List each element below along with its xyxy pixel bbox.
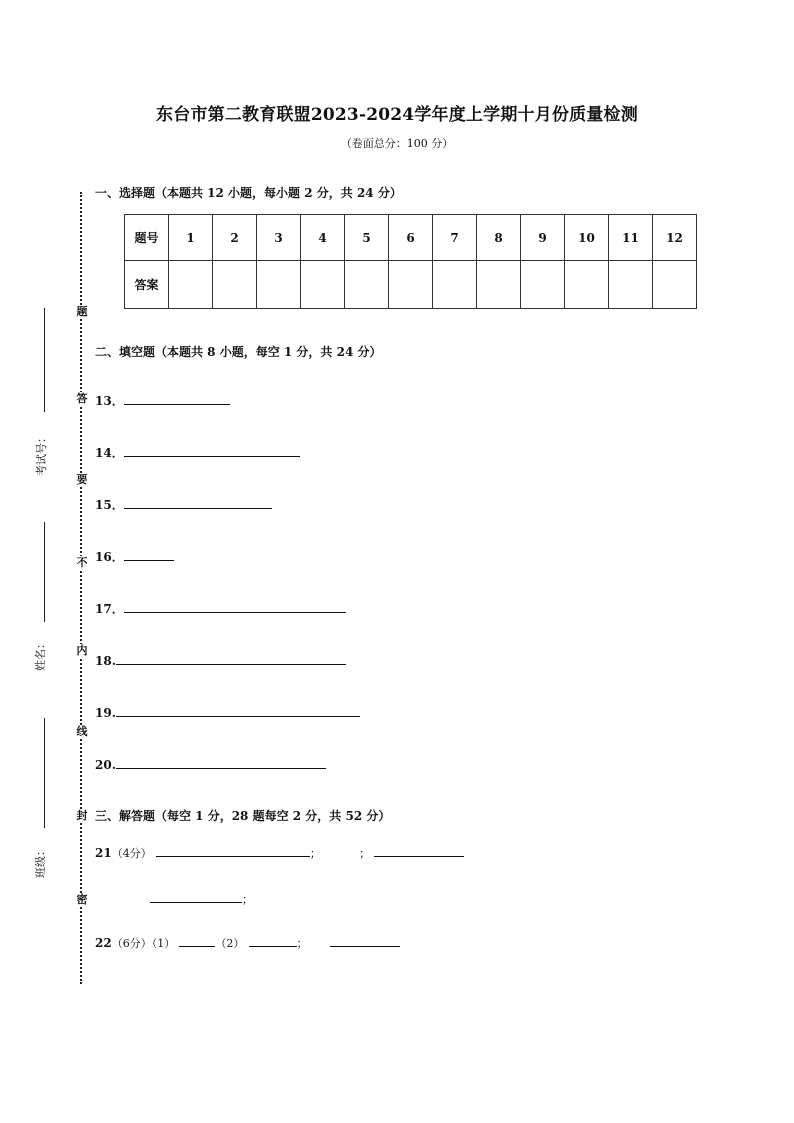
answer-blank[interactable] (124, 444, 300, 457)
fill-item-16 (95, 548, 174, 565)
item-number: 13． (95, 394, 124, 408)
seal-char: 线 (76, 725, 88, 738)
answer-blank[interactable] (116, 756, 326, 769)
question-number: 4 (301, 215, 345, 261)
fill-item-19 (95, 704, 360, 720)
seal-char: 不 (76, 556, 88, 569)
item-number: 15． (95, 498, 124, 512)
row-label: 题号 (125, 215, 169, 261)
answer-table-number-row (125, 215, 697, 261)
fill-item-13 (95, 392, 230, 409)
row-label: 答案 (125, 261, 169, 309)
section2-heading: 二、填空题（本题共 8 小题，每空 1 分，共 24 分） (95, 345, 382, 359)
question-number: 22 (95, 936, 112, 950)
question-number: 7 (433, 215, 477, 261)
answer-cell[interactable] (345, 261, 389, 309)
separator: ； (359, 847, 371, 860)
answer-cell[interactable] (301, 261, 345, 309)
question-points: （4分） (111, 847, 152, 860)
page-title: 东台市第二教育联盟2023-2024学年度上学期十月份质量检测 (156, 105, 638, 125)
question-number: 2 (213, 215, 257, 261)
question-number: 10 (565, 215, 609, 261)
fill-item-15 (95, 496, 272, 513)
question-number: 12 (653, 215, 697, 261)
item-number: 18. (95, 654, 116, 668)
name-label: 姓名： (34, 638, 47, 671)
answer-cell[interactable] (169, 261, 213, 309)
exam-number-label: 考试号： (35, 432, 48, 476)
question-21-cont (150, 890, 253, 907)
answer-blank[interactable] (116, 652, 346, 665)
answer-cell[interactable] (433, 261, 477, 309)
answer-blank[interactable] (330, 934, 400, 947)
name-line[interactable] (44, 522, 45, 622)
question-number: 5 (345, 215, 389, 261)
answer-blank[interactable] (124, 392, 230, 405)
question-points: （6分） (111, 937, 152, 950)
answer-cell[interactable] (389, 261, 433, 309)
question-number: 11 (609, 215, 653, 261)
fill-item-17 (95, 600, 346, 617)
answer-blank[interactable] (124, 496, 272, 509)
question-21 (95, 844, 464, 861)
fill-item-18 (95, 652, 346, 668)
answer-blank[interactable] (124, 548, 174, 561)
question-number: 9 (521, 215, 565, 261)
item-number: 20. (95, 758, 116, 772)
answer-cell[interactable] (213, 261, 257, 309)
part-label: （2） (215, 937, 245, 950)
answer-table (124, 214, 697, 309)
answer-cell[interactable] (653, 261, 697, 309)
seal-char: 要 (76, 473, 88, 486)
answer-blank[interactable] (150, 890, 242, 903)
answer-table-answer-row (125, 261, 697, 309)
question-number: 6 (389, 215, 433, 261)
item-number: 17． (95, 602, 124, 616)
answer-blank[interactable] (156, 844, 310, 857)
question-number: 21 (95, 846, 112, 860)
part-label: （1） (151, 937, 176, 950)
item-number: 19. (95, 706, 116, 720)
question-number: 3 (257, 215, 301, 261)
answer-blank[interactable] (179, 934, 215, 947)
fill-item-14 (95, 444, 300, 461)
answer-cell[interactable] (257, 261, 301, 309)
question-22 (95, 934, 400, 951)
seal-char: 内 (76, 644, 88, 657)
seal-char: 密 (76, 893, 88, 906)
question-number: 1 (169, 215, 213, 261)
fill-item-20 (95, 756, 326, 772)
item-number: 16． (95, 550, 124, 564)
seal-char: 题 (76, 305, 88, 318)
answer-blank[interactable] (124, 600, 346, 613)
answer-blank[interactable] (116, 704, 360, 717)
answer-blank[interactable] (249, 934, 297, 947)
section3-heading: 三、解答题（每空 1 分，28 题每空 2 分，共 52 分） (95, 809, 391, 823)
answer-cell[interactable] (521, 261, 565, 309)
answer-cell[interactable] (565, 261, 609, 309)
exam-number-line[interactable] (44, 308, 45, 412)
separator: ； (309, 847, 321, 860)
seal-char: 答 (76, 392, 88, 405)
separator: ； (296, 937, 308, 950)
answer-cell[interactable] (609, 261, 653, 309)
separator: ； (242, 893, 253, 906)
class-line[interactable] (44, 718, 45, 828)
item-number: 14． (95, 446, 124, 460)
answer-blank[interactable] (374, 844, 464, 857)
question-number: 8 (477, 215, 521, 261)
seal-char: 封 (76, 809, 88, 822)
class-label: 班级： (34, 845, 47, 878)
answer-cell[interactable] (477, 261, 521, 309)
page-subtitle: （卷面总分：100 分） (340, 137, 454, 150)
section1-heading: 一、选择题（本题共 12 小题，每小题 2 分，共 24 分） (95, 186, 402, 200)
